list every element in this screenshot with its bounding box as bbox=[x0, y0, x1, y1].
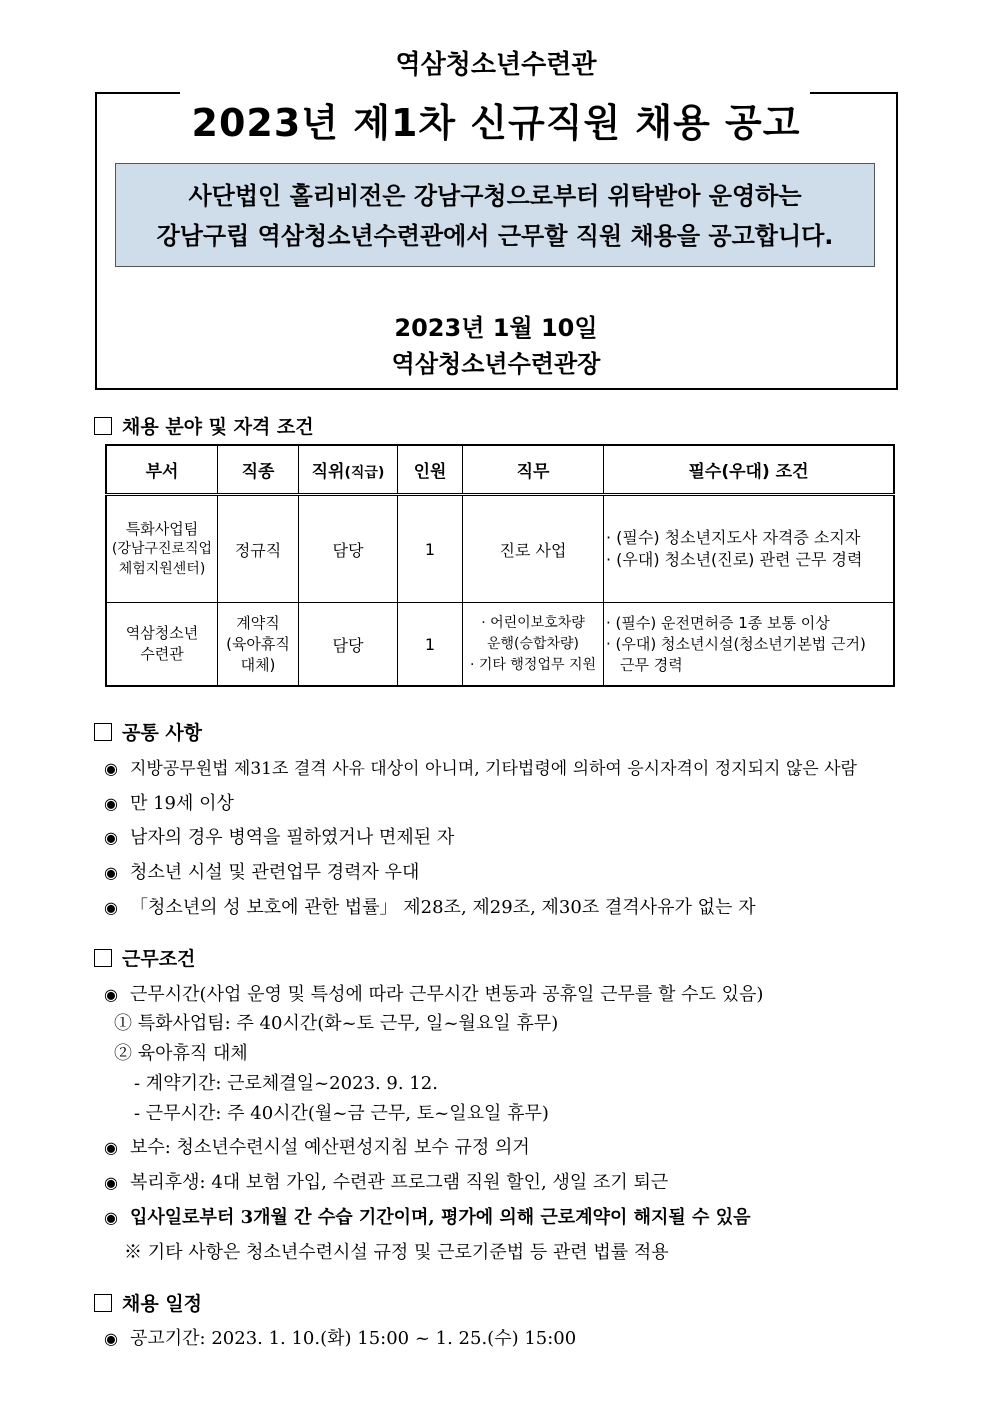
table-row bbox=[106, 603, 894, 687]
list-item-text: 근무시간(사업 운영 및 특성에 따라 근무시간 변동과 공휴일 근무를 할 수도 있음) bbox=[130, 984, 764, 1005]
list-item-text: 공고기간: 2023. 1. 10.(화) 15:00 ~ 1. 25.(수) 15:00 bbox=[130, 1328, 577, 1349]
page-title: 2023년 제1차 신규직원 채용 공고 bbox=[191, 101, 801, 145]
section-heading-conditions bbox=[94, 944, 195, 971]
cell-duty bbox=[463, 603, 604, 687]
section-heading-label: 채용 일정 bbox=[122, 1293, 203, 1315]
notice-box bbox=[115, 163, 875, 267]
cell-count: 1 bbox=[398, 603, 463, 687]
checkbox-square-icon bbox=[94, 1294, 112, 1312]
section-heading-schedule bbox=[94, 1289, 202, 1316]
list-item bbox=[104, 754, 857, 779]
table-row bbox=[106, 495, 894, 603]
bullet-icon: ◉ bbox=[104, 1208, 118, 1227]
checkbox-square-icon bbox=[94, 723, 112, 741]
section-heading-label: 채용 분야 및 자격 조건 bbox=[122, 416, 314, 438]
list-item bbox=[104, 789, 234, 815]
list-item-text: 보수: 청소년수련시설 예산편성지침 보수 규정 의거 bbox=[130, 1137, 530, 1158]
notice-line-2: 강남구립 역삼청소년수련관에서 근무할 직원 채용을 공고합니다. bbox=[156, 222, 834, 250]
cell-line: (육아휴직 bbox=[226, 634, 290, 653]
cell-line: 체험지원센터) bbox=[118, 561, 206, 577]
organization-name: 역삼청소년수련관 bbox=[395, 50, 597, 80]
list-item bbox=[104, 980, 763, 1006]
list-item-text: 남자의 경우 병역을 필하였거나 면제된 자 bbox=[130, 827, 455, 848]
section-heading-label: 근무조건 bbox=[122, 948, 196, 970]
table-header-row bbox=[106, 445, 894, 495]
list-item bbox=[104, 1168, 668, 1194]
note-text: ※ 기타 사항은 청소년수련시설 규정 및 근로기준법 등 관련 법률 적용 bbox=[124, 1242, 669, 1263]
cell-line: · (필수) 청소년지도사 자격증 소지자 bbox=[606, 528, 861, 547]
list-item bbox=[104, 1324, 576, 1350]
checkbox-square-icon bbox=[94, 417, 112, 435]
recruitment-table bbox=[105, 444, 895, 687]
cell-type bbox=[218, 603, 299, 687]
cell-line: 수련관 bbox=[140, 645, 184, 663]
cell-line: 운행(승합차량) bbox=[486, 635, 580, 652]
cell-line: 대체) bbox=[240, 655, 276, 674]
cell-position: 담당 bbox=[299, 603, 398, 687]
cell-dept bbox=[106, 495, 218, 603]
list-item-text: 「청소년의 성 보호에 관한 법률」 제28조, 제29조, 제30조 결격사유가 없는 자 bbox=[130, 897, 756, 918]
list-item-text: 지방공무원법 제31조 결격 사유 대상이 아니며, 기타법령에 의하여 응시자격이 정지되지 않은 사람 bbox=[130, 759, 857, 779]
section-heading-common bbox=[94, 718, 202, 745]
list-item bbox=[104, 858, 419, 884]
bullet-icon: ◉ bbox=[104, 898, 118, 917]
header-requirements: 필수(우대) 조건 bbox=[604, 445, 895, 495]
bullet-icon: ◉ bbox=[104, 759, 118, 778]
list-item-text: 입사일로부터 3개월 간 수습 기간이며, 평가에 의해 근로계약이 해지될 수 있음 bbox=[130, 1207, 751, 1228]
bullet-icon: ◉ bbox=[104, 794, 118, 813]
bullet-icon: ◉ bbox=[104, 828, 118, 847]
bullet-icon: ◉ bbox=[104, 863, 118, 882]
bullet-icon: ◉ bbox=[104, 985, 118, 1004]
list-item: ① 특화사업팀: 주 40시간(화~토 근무, 일~월요일 휴무) bbox=[114, 1013, 559, 1034]
bullet-icon: ◉ bbox=[104, 1329, 118, 1348]
list-item bbox=[104, 1203, 750, 1229]
cell-duty: 진로 사업 bbox=[463, 495, 604, 603]
cell-type: 정규직 bbox=[218, 495, 299, 603]
header-grade-label: (직급) bbox=[344, 465, 385, 481]
list-item bbox=[104, 1133, 530, 1159]
cell-line: · (필수) 운전면허증 1종 보통 이상 bbox=[606, 613, 830, 632]
announcement-date: 2023년 1월 10일 bbox=[394, 314, 598, 342]
cell-line: 역삼청소년 bbox=[125, 624, 199, 642]
cell-line: 근무 경력 bbox=[620, 655, 683, 674]
list-item: ② 육아휴직 대체 bbox=[114, 1043, 248, 1064]
notice-line-1: 사단법인 홀리비전은 강남구청으로부터 위탁받아 운영하는 bbox=[188, 182, 802, 210]
cell-requirements bbox=[604, 495, 895, 603]
header-position-label: 직위 bbox=[311, 462, 345, 482]
cell-dept bbox=[106, 603, 218, 687]
cell-line: · 어린이보호차량 bbox=[481, 614, 585, 631]
cell-line: 계약직 bbox=[236, 613, 280, 632]
list-item-text: 복리후생: 4대 보험 가입, 수련관 프로그램 직원 할인, 생일 조기 퇴근 bbox=[130, 1172, 669, 1193]
cell-line: · (우대) 청소년(진로) 관련 근무 경력 bbox=[606, 550, 863, 569]
section-heading-label: 공통 사항 bbox=[122, 722, 203, 744]
header-dept: 부서 bbox=[106, 445, 218, 495]
cell-line: · 기타 행정업무 지원 bbox=[470, 656, 596, 673]
bullet-icon: ◉ bbox=[104, 1173, 118, 1192]
signer: 역삼청소년수련관장 bbox=[391, 350, 601, 378]
list-item: - 근무시간: 주 40시간(월~금 근무, 토~일요일 휴무) bbox=[134, 1103, 549, 1124]
bullet-icon: ◉ bbox=[104, 1138, 118, 1157]
list-item bbox=[104, 823, 454, 849]
header-duty: 직무 bbox=[463, 445, 604, 495]
header-count: 인원 bbox=[398, 445, 463, 495]
cell-line: · (우대) 청소년시설(청소년기본법 근거) bbox=[606, 634, 866, 653]
cell-count: 1 bbox=[398, 495, 463, 603]
cell-requirements bbox=[604, 603, 895, 687]
cell-line: 특화사업팀 bbox=[125, 520, 199, 538]
list-item: - 계약기간: 근로체결일~2023. 9. 12. bbox=[134, 1073, 438, 1094]
list-item-text: 청소년 시설 및 관련업무 경력자 우대 bbox=[130, 862, 420, 883]
cell-position: 담당 bbox=[299, 495, 398, 603]
header-type: 직종 bbox=[218, 445, 299, 495]
checkbox-square-icon bbox=[94, 949, 112, 967]
cell-line: (강남구진로직업 bbox=[111, 541, 213, 557]
section-heading-recruit bbox=[94, 412, 314, 439]
header-position bbox=[299, 445, 398, 495]
list-item bbox=[104, 893, 755, 919]
list-item-text: 만 19세 이상 bbox=[130, 793, 234, 814]
